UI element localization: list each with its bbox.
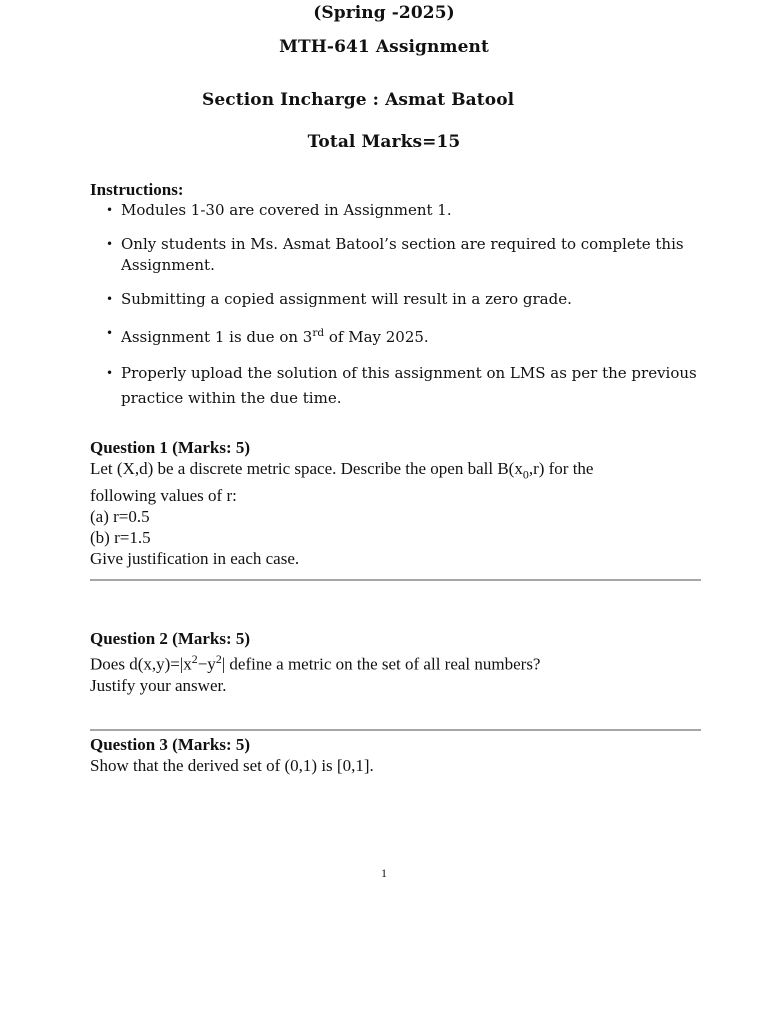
question-1-option-a: (a) r=0.5: [90, 507, 150, 527]
instruction-text: Assignment 1 is due on 3: [121, 328, 313, 346]
superscript: 2: [215, 652, 222, 666]
question-2-title: Question 2 (Marks: 5): [90, 629, 251, 648]
question-1-line: following values of r:: [90, 486, 237, 506]
instruction-item: [106, 289, 706, 310]
total-marks: Total Marks=15: [307, 132, 461, 152]
question-text: | define a metric on the set of all real numbers?: [221, 654, 541, 674]
question-1: [90, 438, 710, 569]
section-incharge: Section Incharge : Asmat Batool: [202, 90, 515, 110]
question-text: Does d(x,y)=|x: [90, 654, 192, 674]
instruction-text: Properly upload the solution of this assignment on LMS as per the previous practice within the due time.: [121, 364, 697, 407]
page-number: 1: [381, 866, 387, 880]
instruction-item: [106, 323, 706, 348]
instruction-item: [106, 200, 706, 221]
instruction-text: Modules 1-30 are covered in Assignment 1.: [121, 201, 452, 219]
instruction-item: [106, 361, 706, 411]
superscript: 2: [191, 652, 198, 666]
instruction-item: [106, 234, 706, 276]
ordinal-suffix: rd: [312, 327, 325, 339]
instruction-text: Only students in Ms. Asmat Batool’s section are required to complete this Assignment.: [121, 235, 684, 274]
instruction-text: of May 2025.: [324, 328, 429, 346]
divider: [90, 579, 701, 581]
instructions-list: [106, 200, 706, 411]
question-1-title: Question 1 (Marks: 5): [90, 438, 251, 457]
subscript: 0: [522, 467, 529, 482]
question-2-line: Justify your answer.: [90, 675, 227, 695]
course-title: MTH-641 Assignment: [279, 37, 489, 57]
question-3-line: Show that the derived set of (0,1) is [0,1].: [90, 756, 374, 775]
question-text: ,r) for the: [528, 459, 594, 478]
question-1-line: [90, 458, 710, 485]
question-1-line: Give justification in each case.: [90, 549, 300, 569]
question-text: −y: [197, 654, 216, 674]
question-1-option-b: (b) r=1.5: [90, 528, 151, 548]
question-2-line: [90, 649, 710, 675]
divider: [90, 729, 701, 731]
question-3: [90, 735, 710, 776]
instructions-title: Instructions:: [90, 180, 184, 199]
question-3-title: Question 3 (Marks: 5): [90, 735, 251, 754]
instruction-text: Submitting a copied assignment will result in a zero grade.: [121, 290, 572, 308]
term-heading: (Spring -2025): [313, 3, 455, 23]
question-2: [90, 629, 710, 696]
question-text: Let (X,d) be a discrete metric space. Describe the open ball B(x: [90, 459, 523, 478]
